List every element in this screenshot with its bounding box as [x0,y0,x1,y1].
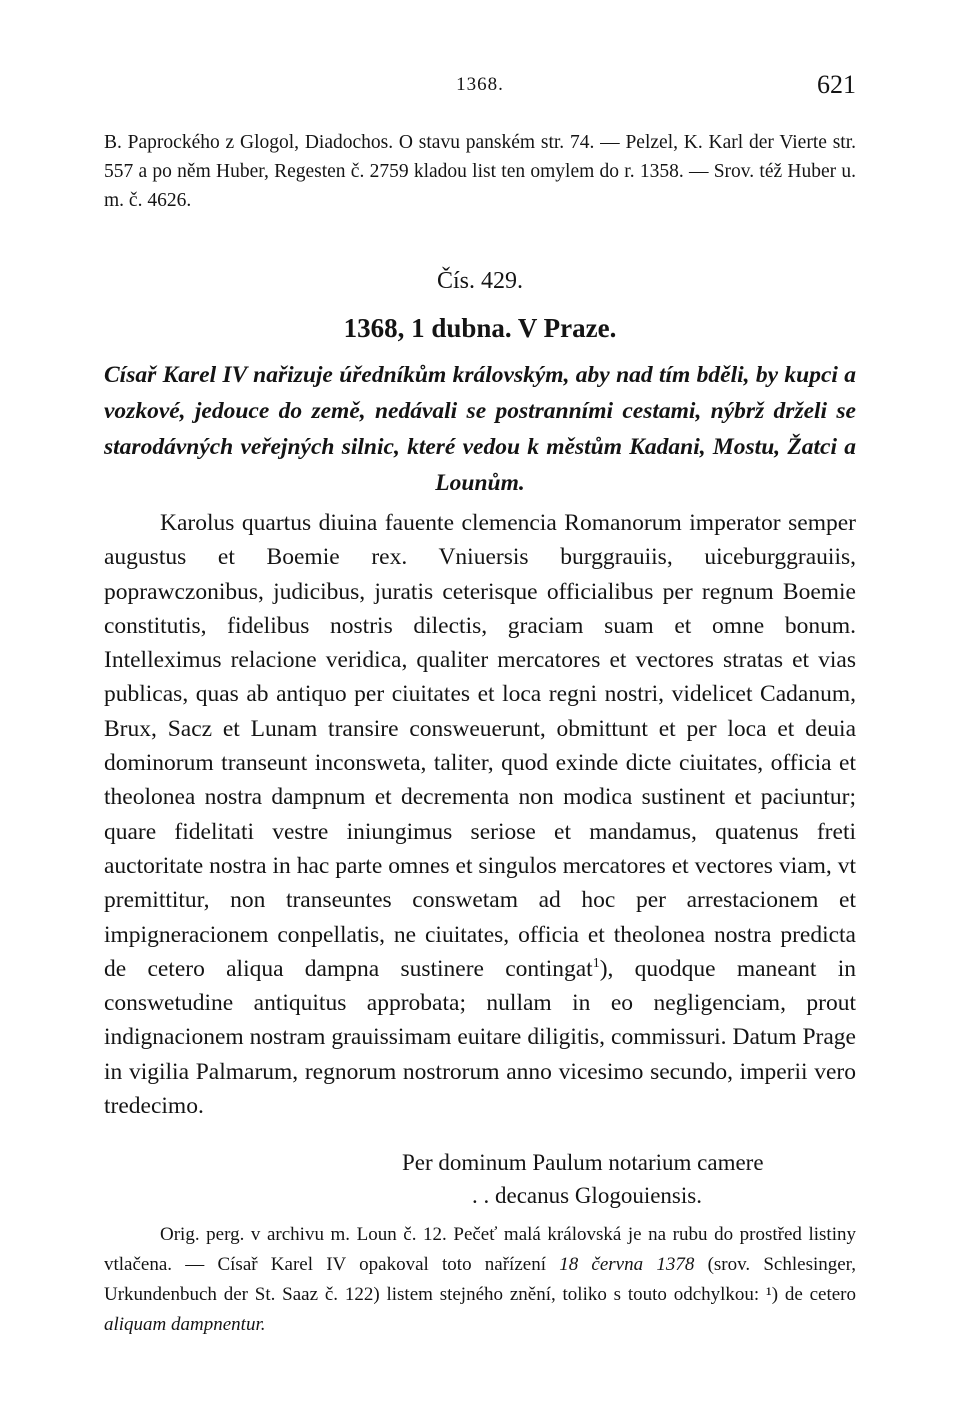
previous-document-note: B. Paprockého z Glogol, Diadochos. O stavu panském str. 74. — Pelzel, K. Karl der Vierte str. 557 a po něm Huber, Regesten č. 2759 kladou list ten omylem do r. 1358. — Srov. též Huber u. m. č. 4626. [104,132,856,211]
footnote-text-2: (srov. Schlesinger, Urkundenbuch der St. Saaz č. 122) listem stejného znění, toliko s touto odchylkou: [104,1254,856,1305]
document-number: Čís. 429. [436,268,523,294]
signature-line-2: . . decanus Glogouiensis. [472,1183,702,1208]
page-number: 621 [817,70,856,99]
footnote-marker-ref: ¹) [766,1284,779,1305]
document-regest: Císař Karel IV nařizuje úředníkům královským, aby nad tím bděli, by kupci a vozkové, jedouce do země, nedávali se postranními cestami, nýbrž drželi se starodávných veřejných silnic, které vedou k městům Kadani, Mostu, Žatci a Lounům. [104,362,856,496]
running-head [104,70,856,110]
running-head-year: 1368. [456,74,504,95]
document-date-place: 1368, 1 dubna. V Praze. [343,313,617,343]
footnote-text-1: Orig. perg. v archivu m. Loun č. 12. Pečeť malá královská je na rubu do prostřed listiny vtlačena. — Císař Karel IV opakoval toto nařízení [104,1224,856,1275]
footnote-variant: aliquam dampnentur. [104,1314,266,1335]
signature-line-1: Per dominum Paulum notarium camere [402,1150,764,1175]
footnote-text-3: de cetero [778,1284,856,1305]
footnote-date: 18 června 1378 [559,1254,695,1275]
document-body [104,506,856,1123]
body-text-part-2: ), quodque maneant in conswetudine antiquitus approbata; nullam in eo negligenciam, prout indignacionem nostram grauissimam euitare diligitis, commissuri. Datum Prage in vigilia Palmarum, regnorum nostrorum anno vicesimo secundo, imperii vero tredecimo. [104,955,856,1120]
body-text-part-1: Karolus quartus diuina fauente clemencia Romanorum imperator semper augustus et Boemie rex. Vniuersis burggrauiis, uiceburggrauiis, poprawczonibus, judicibus, juratis ceterisque officialibus per regnum Boemie constitutis, fidelibus nostris dilectis, graciam suam et omne bonum. Intelleximus relacione veridica, qualiter mercatores et vectores stratas et vias publicas, quas ab antiquo per ciuitates et loca regni nostri, videlicet Cadanum, Brux, Sacz et Lunam transire consweuerunt, obmittunt et per loca et deuia dominorum transeunt inconsweta, taliter, quod exinde dicte ciuitates, officia et theolonea nostra dampnum et decrementa non modica sustinent et paciuntur; quare fidelitati vestre iniungimus seriose et mandamus, quatenus freti auctoritate nostra in hac parte omnes et singulos mercatores et vectores viam, vt premittitur, non transeuntes conswetam ad hoc per arrestacionem et impigneracionem conpellatis, ne ciuitates, officia et theolonea nostra predicta de cetero aliqua dampna sustinere contingat [104,510,856,982]
archival-footnote [104,1220,856,1340]
footnote-marker: 1 [592,956,600,972]
